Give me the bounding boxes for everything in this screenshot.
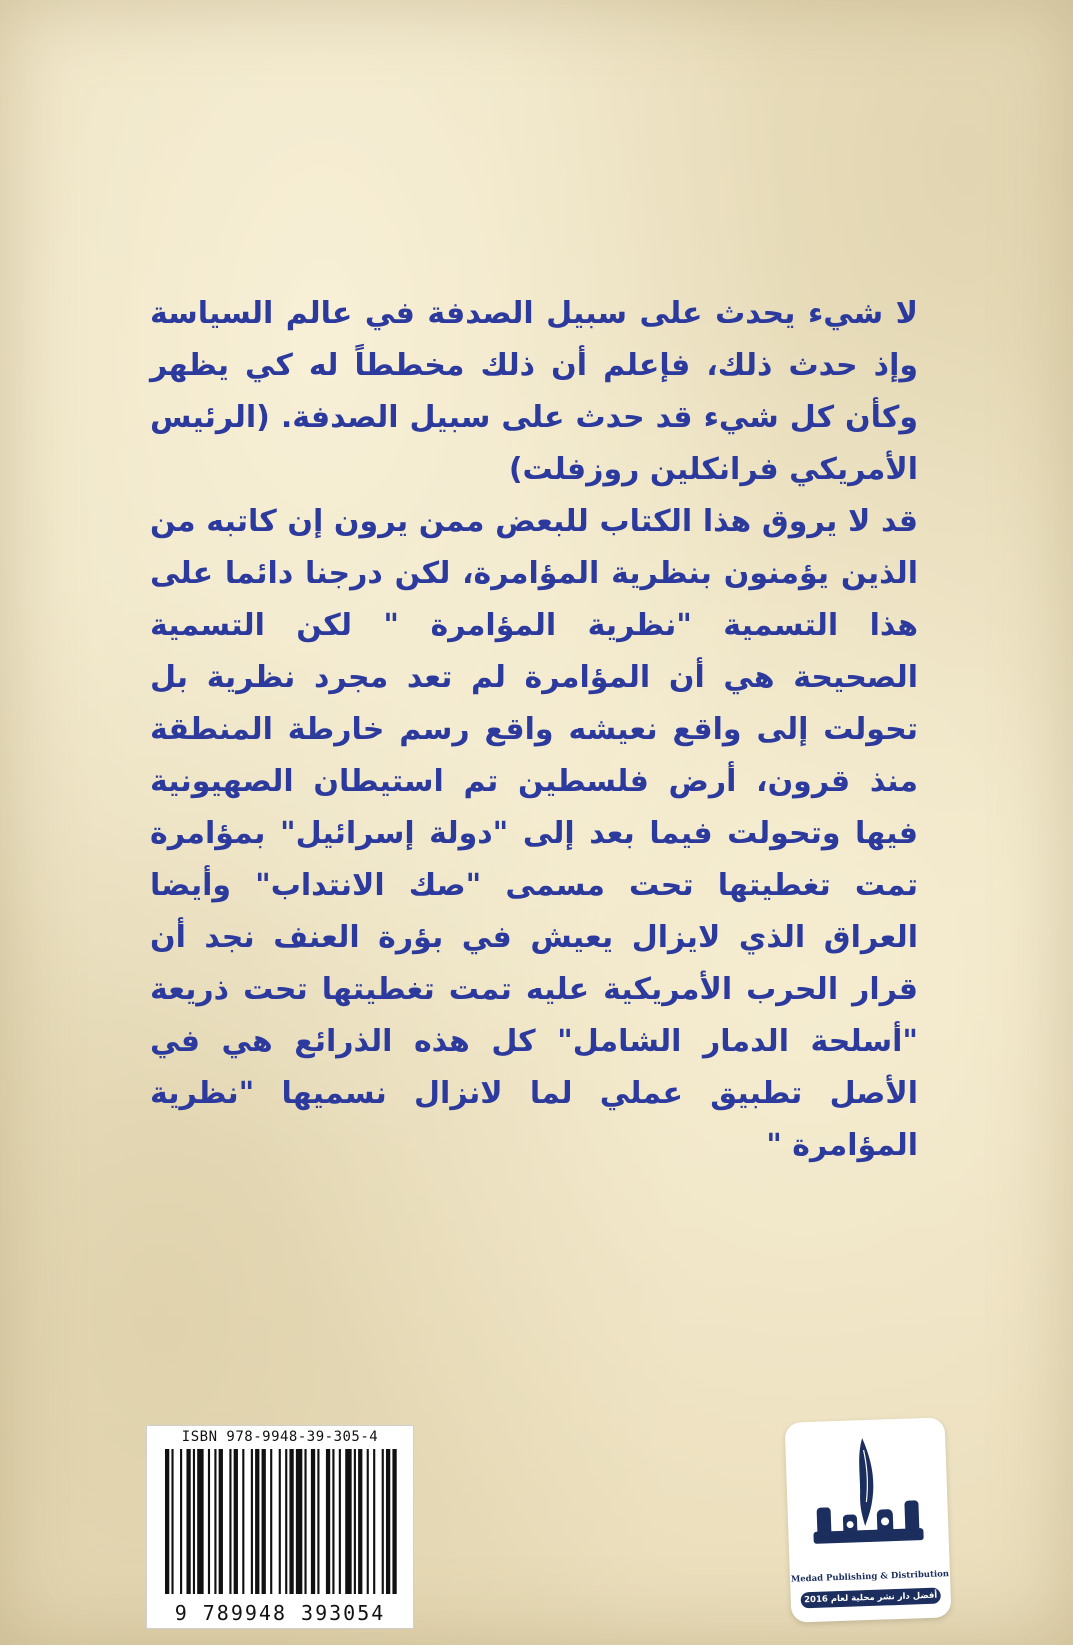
barcode-bar	[208, 1449, 210, 1594]
blurb-text	[150, 288, 918, 1172]
barcode-bar	[382, 1449, 384, 1594]
barcode-bar	[317, 1449, 319, 1594]
barcode-bar	[392, 1449, 396, 1594]
barcode-bar	[270, 1449, 272, 1594]
blurb-description-paragraph: قد لا يروق هذا الكتاب للبعض ممن يرون إن كاتبه من الذين يؤمنون بنظرية المؤامرة، لكن درجنا دائما على هذا التسمية "نظرية المؤامرة " لكن التسمية الصحيحة هي أن المؤامرة لم تعد مجرد نظرية بل تحولت إلى واقع نعيشه واقع رسم خارطة المنطقة منذ قرون، أرض فلسطين تم استيطان الصهيونية فيها وتحولت فيما بعد إلى "دولة إسرائيل" بمؤامرة تمت تغطيتها تحت مسمى "صك الانتداب" وأيضا العراق الذي لايزال يعيش في بؤرة العنف نجد أن قرار الحرب الأمريكية عليه تمت تغطيتها تحت ذريعة "أسلحة الدمار الشامل" كل هذه الذرائع هي في الأصل تطبيق عملي لما لانزال نسميها "نظرية المؤامرة "	[150, 504, 918, 1163]
barcode-bar	[193, 1449, 195, 1594]
barcode-bar	[165, 1449, 169, 1594]
barcode-bar	[251, 1449, 253, 1594]
barcode-bar	[386, 1449, 390, 1594]
barcode-bar	[354, 1449, 356, 1594]
blurb-quote-paragraph: لا شيء يحدث على سبيل الصدفة في عالم السياسة وإذ حدث ذلك، فإعلم أن ذلك مخططاً له كي يظهر وكأن كل شيء قد حدث على سبيل الصدفة. (الرئيس الأمريكي فرانكلين روزفلت)	[150, 296, 918, 487]
barcode-bar	[186, 1449, 190, 1594]
publisher-award-banner: أفضل دار نشر محلية لعام 2016	[800, 1588, 940, 1609]
barcode-bar	[171, 1449, 173, 1594]
barcode-bar	[326, 1449, 330, 1594]
barcode-bar	[180, 1449, 182, 1594]
barcode-bar	[345, 1449, 351, 1594]
barcode-bar	[367, 1449, 369, 1594]
barcode-bar	[289, 1449, 293, 1594]
publisher-logo	[785, 1417, 952, 1622]
barcode-bar	[373, 1449, 375, 1594]
barcode-bar	[255, 1449, 259, 1594]
barcode-bar	[296, 1449, 302, 1594]
barcode-bar	[339, 1449, 341, 1594]
barcode-digits: 9 789948 393054	[174, 1601, 386, 1625]
barcode-bar	[214, 1449, 216, 1594]
barcode-bar	[262, 1449, 266, 1594]
barcode-bar	[311, 1449, 315, 1594]
isbn-label: ISBN 978-9948-39-305-4	[181, 1429, 379, 1445]
barcode-bar	[279, 1449, 281, 1594]
publisher-name: Medad Publishing & Distribution	[790, 1569, 950, 1585]
isbn-barcode	[146, 1425, 414, 1629]
barcode-bar	[197, 1449, 203, 1594]
barcode-bar	[332, 1449, 334, 1594]
barcode-bar	[234, 1449, 238, 1594]
barcode-bar	[229, 1449, 231, 1594]
barcode-bar	[304, 1449, 306, 1594]
barcode-bar	[219, 1449, 223, 1594]
barcode-bar	[358, 1449, 362, 1594]
barcode-bar	[242, 1449, 244, 1594]
barcode-bar	[285, 1449, 287, 1594]
quill-logo-icon	[800, 1428, 935, 1572]
barcode-bars	[165, 1449, 401, 1594]
